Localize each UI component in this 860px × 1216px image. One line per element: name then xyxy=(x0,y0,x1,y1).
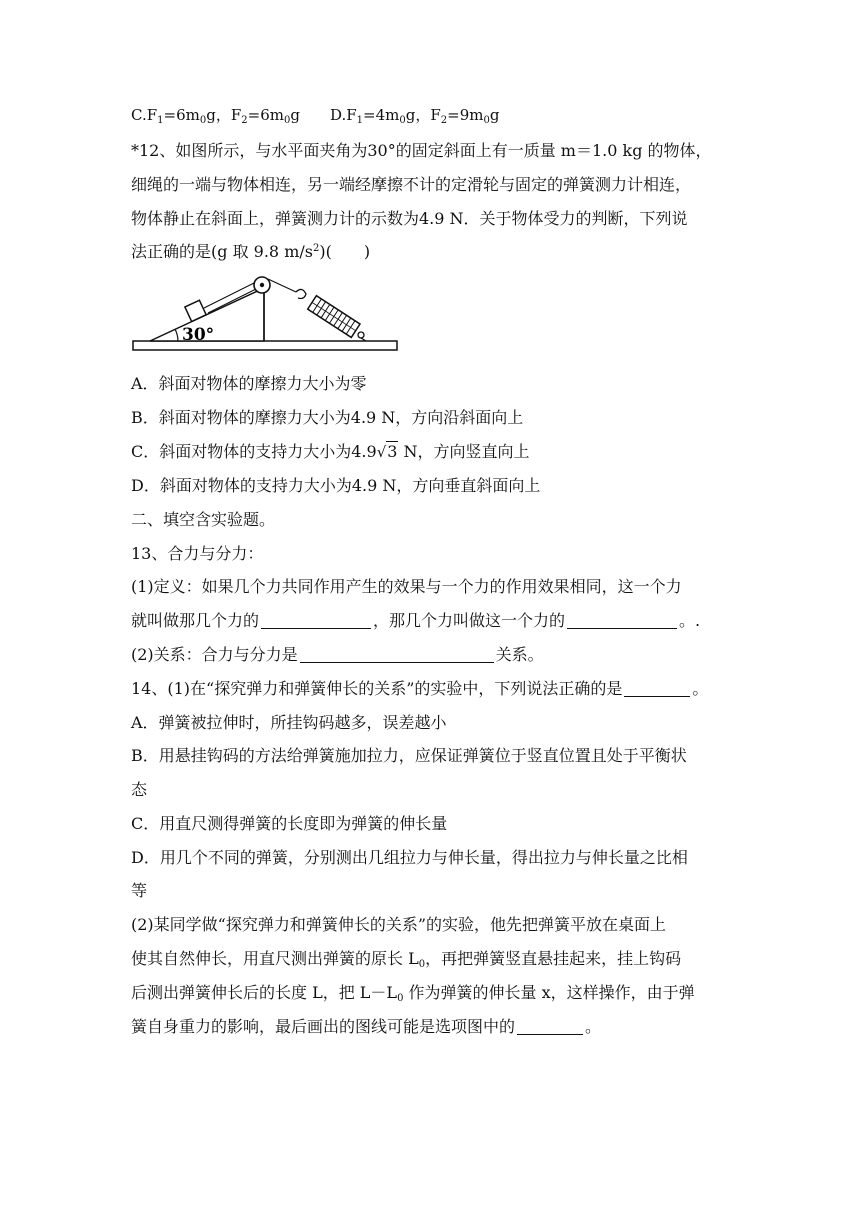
q12-stem-line-2: 细绳的一端与物体相连，另一端经摩擦不计的定滑轮与固定的弹簧测力计相连， xyxy=(131,175,692,194)
q14-part2-line-3: 后测出弹簧伸长后的长度 L，把 $L-L_0$ 作为弹簧的伸长量 x，这样操作，由于弹 xyxy=(131,983,695,1004)
pulley-axle xyxy=(260,283,264,287)
q12-stem-line-3: 物体静止在斜面上，弹簧测力计的示数为4.9 N．关于物体受力的判断，下列说 xyxy=(131,209,688,228)
q12-option-b: B．斜面对物体的摩擦力大小为4.9 N，方向沿斜面向上 xyxy=(131,408,524,427)
angle-label: 30° xyxy=(182,325,215,345)
q12-stem-line-1: *12、如图所示，与水平面夹角为30°的固定斜面上有一质量 m＝1.0 kg 的物体， xyxy=(131,141,712,160)
q14-part2-line-1: (2)某同学做“探究弹力和弹簧伸长的关系”的实验，他先把弹簧平放在桌面上 xyxy=(131,915,667,934)
answer-blank[interactable] xyxy=(624,680,690,697)
ground-base xyxy=(133,341,397,350)
q13-definition-line-1: (1)定义：如果几个力共同作用产生的效果与一个力的作用效果相同，这一个力 xyxy=(131,577,682,596)
q12-option-c: C．斜面对物体的支持力大小为4.9√3 N，方向竖直向上 xyxy=(131,442,530,461)
q12-option-a: A．斜面对物体的摩擦力大小为零 xyxy=(131,374,367,393)
incline-pulley-figure xyxy=(128,268,403,358)
answer-blank[interactable] xyxy=(567,612,677,629)
q12-option-d: D．斜面对物体的支持力大小为4.9 N，方向垂直斜面向上 xyxy=(131,476,541,495)
q14-option-b-line-1: B．用悬挂钩码的方法给弹簧施加拉力，应保证弹簧位于竖直位置且处于平衡状 xyxy=(131,746,687,765)
q11-option-d: $D.F_1=4m_0g$，$F_2=9m_0g$ xyxy=(329,106,500,126)
answer-blank[interactable] xyxy=(517,1018,583,1035)
q14-part1-stem: 14、(1)在“探究弹力和弹簧伸长的关系”的实验中，下列说法正确的是 。 xyxy=(131,679,709,698)
q14-option-b-line-2: 态 xyxy=(131,780,148,799)
scale-hook xyxy=(296,289,306,298)
answer-blank[interactable] xyxy=(300,646,494,663)
q11-option-c: $C.F_1=6m_0g$，$F_2=6m_0g$ xyxy=(131,106,300,126)
q14-option-a: A．弹簧被拉伸时，所挂钩码越多，误差越小 xyxy=(131,713,447,732)
q14-part2-line-4: 簧自身重力的影响，最后画出的图线可能是选项图中的 。 xyxy=(131,1017,602,1036)
q14-option-d-line-2: 等 xyxy=(131,881,148,900)
q13-definition-line-2: 就叫做那几个力的 ，那几个力叫做这一个力的 。. xyxy=(131,611,701,630)
q11-options-line xyxy=(131,105,499,125)
q14-option-d-line-1: D．用几个不同的弹簧，分别测出几组拉力与伸长量，得出拉力与伸长量之比相 xyxy=(131,848,688,867)
scale-anchor xyxy=(358,332,364,338)
q13-relation: (2)关系：合力与分力是 关系。 xyxy=(131,645,544,664)
rope-to-scale xyxy=(268,279,296,292)
q13-title: 13、合力与分力： xyxy=(131,544,264,563)
q14-part2-line-2: 使其自然伸长，用直尺测出弹簧的原长 $L_0$，再把弹簧竖直悬挂起来，挂上钩码 xyxy=(131,949,682,970)
q12-stem-line-4: 法正确的是(g 取 9.8 $m/s^2$)( ) xyxy=(131,242,371,261)
q14-option-c: C．用直尺测得弹簧的长度即为弹簧的伸长量 xyxy=(131,814,448,833)
spring-scale xyxy=(308,296,360,338)
answer-blank[interactable] xyxy=(261,612,371,629)
section-2-title: 二、填空含实验题。 xyxy=(131,510,276,529)
